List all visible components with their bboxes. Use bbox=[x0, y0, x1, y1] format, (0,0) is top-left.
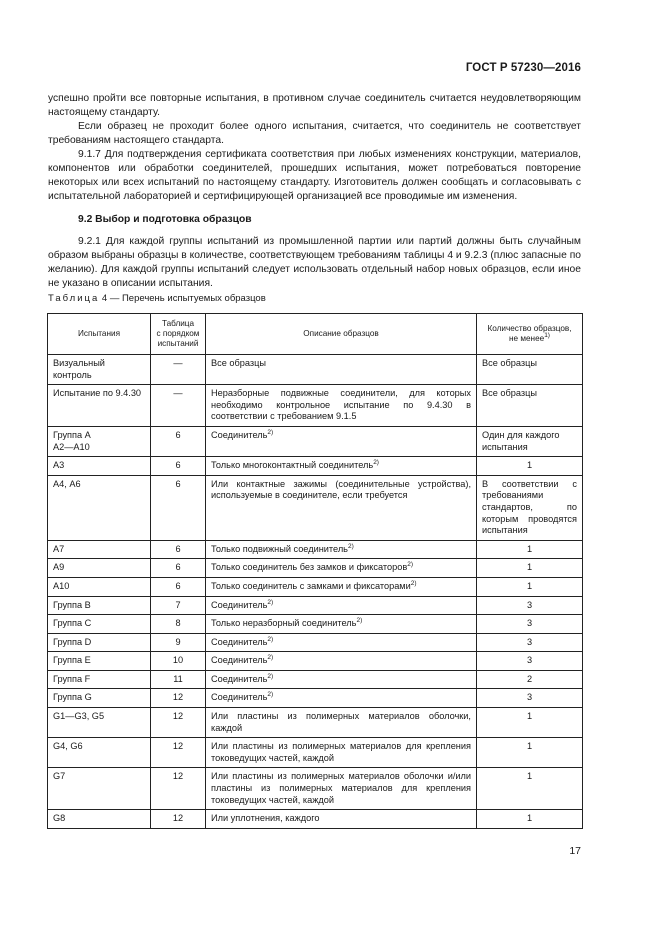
table-row bbox=[48, 738, 583, 768]
cell-quantity: 3 bbox=[477, 596, 583, 615]
cell-quantity: 1 bbox=[477, 708, 583, 738]
cell-table-number: — bbox=[151, 355, 206, 385]
section-title-9-2: 9.2 Выбор и подготовка образцов bbox=[78, 214, 252, 225]
footnote-mark: 2) bbox=[410, 579, 417, 587]
cell-description: Только подвижный соединитель$^{2)}$ bbox=[206, 540, 477, 559]
cell-table-number: 10 bbox=[151, 652, 206, 671]
cell-test: G1—G3, G5 bbox=[48, 708, 151, 738]
cell-table-number: 12 bbox=[151, 810, 206, 829]
cell-quantity: 1 bbox=[477, 457, 583, 476]
cell-table-number: 8 bbox=[151, 615, 206, 634]
body-text bbox=[48, 92, 581, 291]
table-row bbox=[48, 540, 583, 559]
cell-table-number: 12 bbox=[151, 689, 206, 708]
table-row bbox=[48, 670, 583, 689]
cell-test: А9 bbox=[48, 559, 151, 578]
cell-description: Или пластины из полимерных материалов оболочки, каждой bbox=[206, 708, 477, 738]
cell-test: Группа G bbox=[48, 689, 151, 708]
cell-test: G7 bbox=[48, 768, 151, 810]
footnote-mark: 2) bbox=[267, 691, 274, 699]
header-description: Описание образцов bbox=[206, 314, 477, 355]
cell-description: Только соединитель без замков и фиксаторов$^{2)}$ bbox=[206, 559, 477, 578]
cell-quantity: 2 bbox=[477, 670, 583, 689]
cell-description: Только многоконтактный соединитель$^{2)}$ bbox=[206, 457, 477, 476]
paragraph-continuation: успешно пройти все повторные испытания, в противном случае соединитель считается неудовлетворяющим настоящему стандарту. bbox=[48, 93, 581, 118]
cell-table-number: — bbox=[151, 385, 206, 427]
header-table-order: Таблица с порядком испытаний bbox=[151, 314, 206, 355]
cell-test: Испытание по 9.4.30 bbox=[48, 385, 151, 427]
table-row bbox=[48, 615, 583, 634]
cell-quantity: 1 bbox=[477, 577, 583, 596]
cell-test: Группа F bbox=[48, 670, 151, 689]
cell-description: Только неразборный соединитель$^{2)}$ bbox=[206, 615, 477, 634]
table-row bbox=[48, 652, 583, 671]
cell-quantity: 1 bbox=[477, 738, 583, 768]
cell-table-number: 9 bbox=[151, 633, 206, 652]
cell-description: Соединитель$^{2)}$ bbox=[206, 596, 477, 615]
table-row bbox=[48, 708, 583, 738]
paragraph-9-2-1: 9.2.1 Для каждой группы испытаний из промышленной партии или партий должны быть случайным образом выбраны образцы в количестве, соответствующем требованиям таблицы 4 и 9.2.3 (плюс запасные по желанию). Для каждой группы испытаний следует использовать отдельный набор новых образцов, если иное не указано в описании испытания. bbox=[48, 236, 581, 289]
cell-description: Или контактные зажимы (соединительные устройства), используемые в соединителе, если требуется bbox=[206, 475, 477, 540]
cell-table-number: 6 bbox=[151, 577, 206, 596]
footnote-mark: 2) bbox=[356, 617, 363, 625]
table-row bbox=[48, 457, 583, 476]
cell-quantity: 1 bbox=[477, 810, 583, 829]
cell-table-number: 11 bbox=[151, 670, 206, 689]
document-standard-number: ГОСТ Р 57230—2016 bbox=[465, 62, 581, 74]
table-row bbox=[48, 577, 583, 596]
cell-description: Соединитель$^{2)}$ bbox=[206, 689, 477, 708]
cell-description: Или пластины из полимерных материалов оболочки и/или пластины из полимерных материалов для крепления токоведущих частей, каждой bbox=[206, 768, 477, 810]
paragraph-failure-rule: Если образец не проходит более одного испытания, считается, что соединитель не соответствует требованиям настоящего стандарта. bbox=[48, 121, 581, 146]
page-number: 17 bbox=[569, 845, 581, 857]
cell-description: Только соединитель с замками и фиксаторами$^{2)}$ bbox=[206, 577, 477, 596]
cell-quantity: 3 bbox=[477, 615, 583, 634]
table-row bbox=[48, 768, 583, 810]
cell-description: Или пластины из полимерных материалов для крепления токоведущих частей, каждой bbox=[206, 738, 477, 768]
cell-test: G4, G6 bbox=[48, 738, 151, 768]
cell-quantity: 3 bbox=[477, 652, 583, 671]
header-tests: Испытания bbox=[48, 314, 151, 355]
cell-table-number: 6 bbox=[151, 457, 206, 476]
cell-test: Группа В bbox=[48, 596, 151, 615]
paragraph-9-1-7: 9.1.7 Для подтверждения сертификата соответствия при любых изменениях конструкции, материалов, компонентов или обработки соединителей, прошедших испытания, может потребоваться повторение некоторых или всех испытаний по настоящему стандарту. Изготовитель должен сообщать и согласовывать с испытательной лабораторией и сертифицирующей организацией все проводимые им изменения. bbox=[48, 149, 581, 202]
cell-test: Визуальный контроль bbox=[48, 355, 151, 385]
cell-test: А4, А6 bbox=[48, 475, 151, 540]
table-row bbox=[48, 475, 583, 540]
cell-description: Соединитель$^{2)}$ bbox=[206, 426, 477, 456]
cell-description: Или уплотнения, каждого bbox=[206, 810, 477, 829]
cell-description: Соединитель$^{2)}$ bbox=[206, 670, 477, 689]
cell-quantity: Все образцы bbox=[477, 385, 583, 427]
table-row bbox=[48, 426, 583, 456]
table-row bbox=[48, 596, 583, 615]
cell-table-number: 6 bbox=[151, 540, 206, 559]
cell-test: А3 bbox=[48, 457, 151, 476]
footnote-mark: 2) bbox=[267, 635, 274, 643]
cell-test: Группа Е bbox=[48, 652, 151, 671]
cell-quantity: Все образцы bbox=[477, 355, 583, 385]
cell-description: Соединитель$^{2)}$ bbox=[206, 633, 477, 652]
cell-table-number: 12 bbox=[151, 768, 206, 810]
table-header-row bbox=[48, 314, 583, 355]
cell-test: Группа А А2—А10 bbox=[48, 426, 151, 456]
cell-quantity: Один для каждого испытания bbox=[477, 426, 583, 456]
footnote-mark: 2) bbox=[407, 561, 413, 569]
footnote-mark: 2) bbox=[267, 598, 274, 606]
cell-table-number: 12 bbox=[151, 708, 206, 738]
table-row bbox=[48, 633, 583, 652]
cell-quantity: 3 bbox=[477, 633, 583, 652]
cell-description: Соединитель$^{2)}$ bbox=[206, 652, 477, 671]
cell-quantity: 1 bbox=[477, 559, 583, 578]
table-row bbox=[48, 689, 583, 708]
footnote-mark: 2) bbox=[347, 542, 354, 550]
cell-description: Неразборные подвижные соединители, для которых необходимо контрольное испытание по 9.4.30 в соответствии с требованием 9.1.5 bbox=[206, 385, 477, 427]
footnote-mark: 2) bbox=[267, 428, 274, 436]
cell-quantity: 3 bbox=[477, 689, 583, 708]
cell-table-number: 7 bbox=[151, 596, 206, 615]
header-quantity: Количество образцов, не менее$^{1)}$ bbox=[477, 314, 583, 355]
samples-table bbox=[47, 313, 583, 829]
cell-quantity: В соответствии с требованиями стандартов, по которым проводятся испытания bbox=[477, 475, 583, 540]
cell-table-number: 6 bbox=[151, 475, 206, 540]
table-caption-text: 4 — Перечень испытуемых образцов bbox=[101, 293, 266, 304]
table-row bbox=[48, 559, 583, 578]
footnote-mark: 2) bbox=[373, 459, 379, 467]
footnote-mark: 2) bbox=[267, 654, 274, 662]
footnote-mark: 2) bbox=[267, 672, 274, 680]
cell-description: Все образцы bbox=[206, 355, 477, 385]
cell-quantity: 1 bbox=[477, 768, 583, 810]
table-caption-label: Таблица bbox=[48, 293, 100, 304]
cell-table-number: 6 bbox=[151, 559, 206, 578]
cell-table-number: 6 bbox=[151, 426, 206, 456]
cell-test: Группа С bbox=[48, 615, 151, 634]
cell-test: Группа D bbox=[48, 633, 151, 652]
cell-test: А10 bbox=[48, 577, 151, 596]
cell-test: G8 bbox=[48, 810, 151, 829]
cell-table-number: 12 bbox=[151, 738, 206, 768]
cell-test: А7 bbox=[48, 540, 151, 559]
table-row bbox=[48, 810, 583, 829]
table-row bbox=[48, 355, 583, 385]
table-caption bbox=[48, 293, 266, 304]
cell-quantity: 1 bbox=[477, 540, 583, 559]
table-row bbox=[48, 385, 583, 427]
